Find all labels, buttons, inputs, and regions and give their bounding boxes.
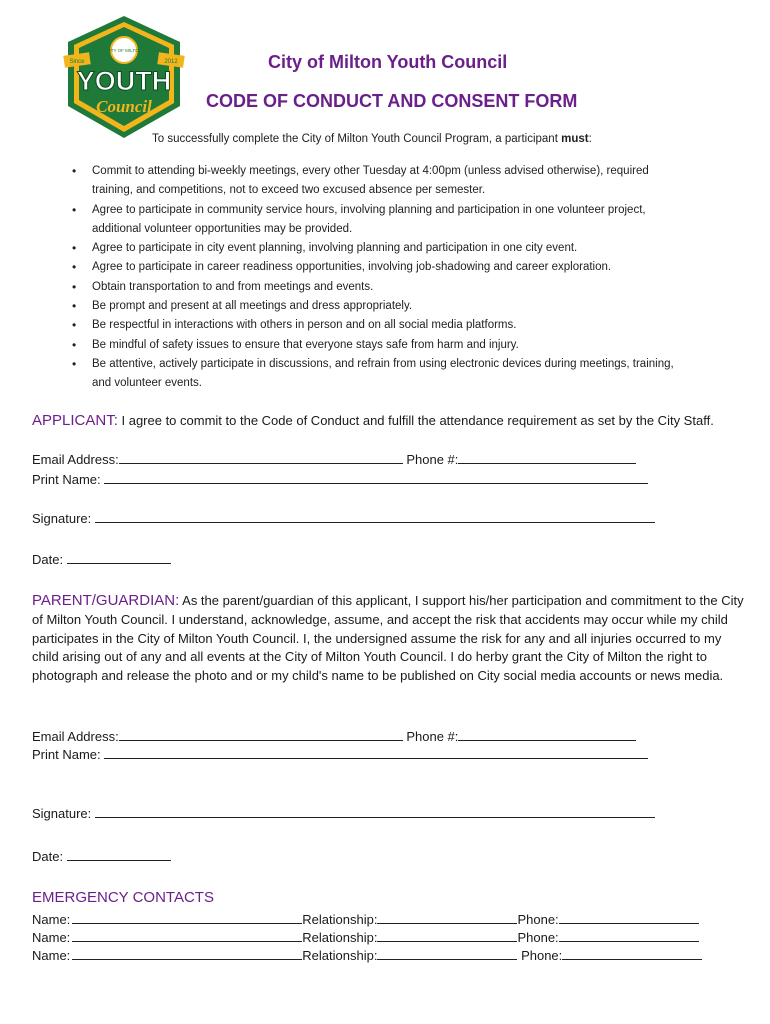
applicant-signature-label: Signature: — [32, 511, 92, 526]
intro-emphasis: must — [561, 133, 589, 145]
guardian-phone-label: Phone #: — [406, 729, 459, 744]
guardian-email-field[interactable] — [119, 728, 403, 741]
guardian-statement — [32, 592, 744, 686]
emergency-relationship-label: Relationship: — [302, 930, 378, 945]
rule-item: • Obtain transportation to and from meetings and events. — [72, 278, 692, 297]
emergency-phone-field[interactable] — [559, 911, 699, 924]
emergency-relationship-field[interactable] — [377, 929, 517, 942]
logo-top-text: CITY OF MILTON — [106, 48, 142, 53]
rule-item: • Be prompt and present at all meetings and dress appropriately. — [72, 297, 692, 316]
applicant-print-name-field[interactable] — [104, 471, 648, 484]
emergency-name-label: Name: — [32, 912, 71, 927]
guardian-text: As the parent/guardian of this applicant, I support his/her participation and commitment to the City of Milton Youth Council. I understand, acknowledge, assume, and accept the risk that accidents may occur while my child participates in the City of Milton Youth Council. I, the undersigned assume the risk for any and all injuries occurred to my child arising out of any and all events at the City of Milton Youth Council. I do herby grant the City of Milton the right to photograph and release the photo and or my child's name to be published on City social media accounts or news media. — [32, 593, 744, 684]
emergency-contacts-title: EMERGENCY CONTACTS — [32, 889, 214, 906]
applicant-name-row — [32, 471, 648, 487]
emergency-relationship-label: Relationship: — [302, 948, 378, 963]
emergency-name-field[interactable] — [72, 911, 302, 924]
rule-item: • Agree to participate in city event planning, involving planning and participation in one city event. — [72, 239, 692, 258]
emergency-name-label: Name: — [32, 948, 71, 963]
intro-suffix: : — [588, 133, 592, 145]
applicant-phone-field[interactable] — [458, 451, 636, 464]
guardian-phone-field[interactable] — [458, 728, 636, 741]
emergency-name-field[interactable] — [72, 929, 302, 942]
intro-body: To successfully complete the City of Milton Youth Council Program, a participant — [152, 133, 562, 145]
applicant-label: APPLICANT: — [32, 412, 118, 429]
youth-council-badge-icon — [58, 14, 190, 140]
logo-right-banner: 2012 — [164, 59, 178, 65]
applicant-signature-field[interactable] — [95, 510, 655, 523]
applicant-statement — [32, 412, 744, 431]
applicant-date-label: Date: — [32, 552, 64, 567]
applicant-phone-label: Phone #: — [406, 452, 459, 467]
rule-item: • Agree to participate in community service hours, involving planning and participation in one volunteer project, additional volunteer opportunities may be provided. — [72, 201, 692, 240]
emergency-name-label: Name: — [32, 930, 71, 945]
intro-text — [152, 133, 592, 145]
rule-item: • Be mindful of safety issues to ensure that everyone stays safe from harm and injury. — [72, 336, 692, 355]
rule-item: • Be attentive, actively participate in discussions, and refrain from using electronic devices during meetings, training, and volunteer events. — [72, 355, 692, 394]
emergency-phone-label: Phone: — [517, 930, 559, 945]
page-title: City of Milton Youth Council — [268, 52, 508, 72]
emergency-phone-label: Phone: — [517, 912, 559, 927]
guardian-label: PARENT/GUARDIAN: — [32, 592, 180, 609]
emergency-contact-row — [32, 929, 699, 945]
logo-left-banner: Since — [69, 59, 85, 65]
rule-item: • Commit to attending bi-weekly meetings, every other Tuesday at 4:00pm (unless advised otherwise), required training, and competitions, not to exceed two excused absence per semester. — [72, 162, 692, 201]
guardian-contact-row — [32, 728, 636, 744]
guardian-date-label: Date: — [32, 849, 64, 864]
emergency-phone-label: Phone: — [517, 948, 563, 963]
logo-main-text: YOUTH — [76, 66, 172, 96]
applicant-date-field[interactable] — [67, 551, 171, 564]
emergency-phone-field[interactable] — [559, 929, 699, 942]
form-subtitle: CODE OF CONDUCT AND CONSENT FORM — [206, 91, 578, 111]
rules-list — [72, 162, 692, 394]
guardian-print-name-field[interactable] — [104, 746, 648, 759]
applicant-signature-row — [32, 510, 655, 526]
guardian-email-label: Email Address: — [32, 729, 119, 744]
rule-item: • Be respectful in interactions with others in person and on all social media platforms. — [72, 316, 692, 335]
emergency-phone-field[interactable] — [562, 947, 702, 960]
guardian-name-row — [32, 746, 648, 762]
guardian-signature-label: Signature: — [32, 806, 92, 821]
guardian-print-name-label: Print Name: — [32, 747, 101, 762]
emergency-relationship-field[interactable] — [377, 947, 517, 960]
emergency-name-field[interactable] — [72, 947, 302, 960]
applicant-email-field[interactable] — [119, 451, 403, 464]
emergency-relationship-field[interactable] — [377, 911, 517, 924]
rule-item: • Agree to participate in career readiness opportunities, involving job-shadowing and career exploration. — [72, 258, 692, 277]
applicant-text: I agree to commit to the Code of Conduct and fulfill the attendance requirement as set by the City Staff. — [117, 413, 714, 428]
logo-script-text: Council — [96, 97, 152, 116]
guardian-date-row — [32, 848, 171, 864]
guardian-signature-field[interactable] — [95, 805, 655, 818]
applicant-email-label: Email Address: — [32, 452, 119, 467]
emergency-relationship-label: Relationship: — [302, 912, 378, 927]
applicant-contact-row — [32, 451, 636, 467]
youth-council-logo — [58, 14, 190, 140]
applicant-date-row — [32, 551, 171, 567]
guardian-signature-row — [32, 805, 655, 821]
guardian-date-field[interactable] — [67, 848, 171, 861]
applicant-print-name-label: Print Name: — [32, 472, 101, 487]
emergency-contact-row — [32, 947, 702, 963]
emergency-contact-row — [32, 911, 699, 927]
